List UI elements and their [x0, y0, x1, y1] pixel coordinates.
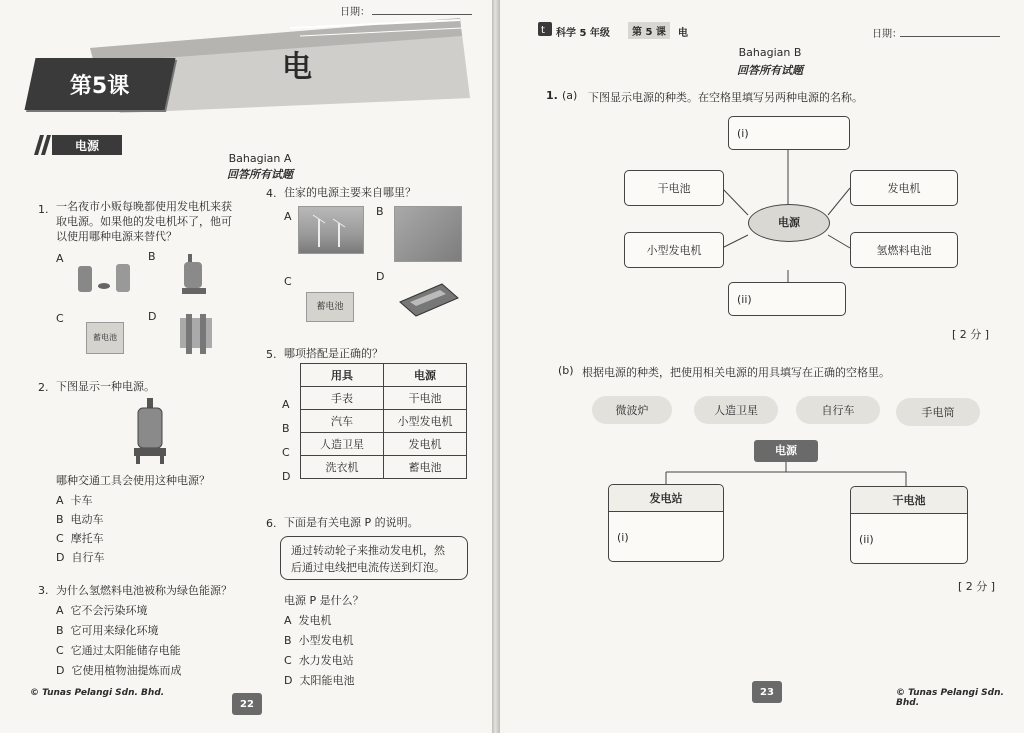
q5-text: 哪项搭配是正确的？ [284, 347, 383, 360]
branch-label-i: (i) [617, 531, 629, 544]
q6-desc-1: 通过转动轮子来推动发电机，然 [291, 544, 445, 557]
node-hydrogen-cell: 氢燃料电池 [850, 232, 958, 268]
q4-number: 4. [266, 187, 277, 200]
table-row [301, 410, 467, 433]
q2-number: 2. [38, 381, 49, 394]
q1b-text: 根据电源的种类，把使用相关电源的用具填写在正确的空格里。 [582, 366, 890, 379]
item-bicycle: 自行车 [796, 396, 880, 424]
table-row [301, 456, 467, 479]
q1-option-d[interactable]: D [148, 310, 157, 323]
q5-header-tool: 用具 [301, 364, 384, 387]
branch-power-station[interactable] [608, 484, 724, 562]
q5-cell-tool: 人造卫星 [301, 433, 384, 456]
node-dry-cell: 干电池 [624, 170, 724, 206]
answer-label-i: (i) [737, 126, 749, 140]
right-page [500, 0, 1024, 733]
q5-cell-source: 小型发电机 [384, 410, 467, 433]
q3-option-d[interactable]: D 它使用植物油提炼而成 [56, 664, 182, 677]
q3-option-b[interactable]: B 它可用来绿化环境 [56, 624, 159, 637]
dynamo-diagram-icon [130, 398, 170, 466]
q5-cell-tool: 手表 [301, 387, 384, 410]
q5-number: 5. [266, 348, 277, 361]
marks-a: [ 2 分 ] [952, 328, 990, 341]
q5-cell-tool: 洗衣机 [301, 456, 384, 479]
branch-dry-cell[interactable] [850, 486, 968, 564]
copyright-right: © Tunas Pelangi Sdn. Bhd. [896, 688, 1004, 708]
header-lesson: 第 5 课 [628, 22, 670, 39]
center-node: 电源 [748, 204, 830, 242]
part-instruction: 回答所有试题 [227, 168, 293, 181]
q5-cell-source: 干电池 [384, 387, 467, 410]
table-row [301, 387, 467, 410]
q3-option-c[interactable]: C 它通过太阳能储存电能 [56, 644, 181, 657]
page-title: 电 [282, 50, 312, 85]
q2-option-b[interactable]: B 电动车 [56, 513, 104, 526]
q1-text-1: 一名夜市小贩每晚都使用发电机来获 [56, 200, 232, 213]
q5-label-b[interactable]: B [282, 422, 290, 435]
q4-text: 住家的电源主要来自哪里？ [284, 186, 416, 199]
wind-farm-image [298, 206, 364, 254]
battery-image: 蓄电池 [86, 322, 124, 354]
generator-icon [176, 314, 216, 356]
q6-option-a[interactable]: A 发电机 [284, 614, 332, 627]
q5-header-source: 电源 [384, 364, 467, 387]
q3-number: 3. [38, 584, 49, 597]
dry-cell-icon [76, 262, 136, 294]
solar-calculator-icon [396, 282, 460, 318]
answer-label-ii: (ii) [737, 292, 752, 306]
power-station-image [394, 206, 462, 262]
header-subject: 科学 5 年级 [556, 28, 610, 39]
part-title: Bahagian A [228, 152, 292, 165]
q5-cell-tool: 汽车 [301, 410, 384, 433]
section-stripes-icon [34, 135, 52, 155]
wind-turbine-icon [299, 207, 363, 253]
q4-option-c[interactable]: C [284, 275, 292, 288]
battery-image-2: 蓄电池 [306, 292, 354, 322]
page-number: 22 [232, 693, 262, 715]
header-topic: 电 [678, 28, 688, 39]
tree-lines [500, 0, 1024, 500]
q1-option-c[interactable]: C [56, 312, 64, 325]
part-b-title: Bahagian B [738, 46, 802, 59]
q1b-label: (b) [558, 364, 574, 377]
copyright: © Tunas Pelangi Sdn. Bhd. [30, 688, 165, 698]
q5-cell-source: 蓄电池 [384, 456, 467, 479]
item-flashlight: 手电筒 [896, 398, 980, 426]
q6-option-b[interactable]: B 小型发电机 [284, 634, 354, 647]
q3-text: 为什么氢燃料电池被称为绿色能源？ [56, 584, 232, 597]
q4-option-d[interactable]: D [376, 270, 385, 283]
q1-number-b: 1. [546, 89, 558, 102]
date-label: 日期： [340, 7, 370, 18]
q5-table [300, 363, 467, 479]
q6-text: 下面是有关电源 P 的说明。 [284, 516, 419, 529]
part-b-instruction: 回答所有试题 [737, 64, 803, 77]
q3-option-a[interactable]: A 它不会污染环境 [56, 604, 148, 617]
q5-label-c[interactable]: C [282, 446, 290, 459]
q2-option-d[interactable]: D 自行车 [56, 551, 105, 564]
page-number-right: 23 [752, 681, 782, 703]
q1-number: 1. [38, 203, 49, 216]
branch-label-ii: (ii) [859, 533, 874, 546]
node-small-generator: 小型发电机 [624, 232, 724, 268]
q5-label-d[interactable]: D [282, 470, 291, 483]
q6-desc-2: 后通过电线把电流传送到灯泡。 [291, 561, 445, 574]
q2-question: 哪种交通工具会使用这种电源？ [56, 474, 210, 487]
dynamo-icon [180, 254, 208, 298]
q6-description-box [280, 536, 468, 580]
section-tag: 电源 [52, 135, 122, 155]
book-spine [492, 0, 500, 733]
tree-root: 电源 [754, 440, 818, 462]
q1-text-2: 取电源。如果他的发电机坏了，他可 [56, 215, 232, 228]
q5-label-a[interactable]: A [282, 398, 290, 411]
svg-text:t: t [541, 25, 545, 36]
date-label-right: 日期： [872, 29, 902, 40]
q2-text: 下图显示一种电源。 [56, 380, 155, 393]
item-satellite: 人造卫星 [694, 396, 778, 424]
q4-option-b[interactable]: B [376, 205, 384, 218]
q1-text-3: 以使用哪种电源来替代？ [56, 230, 177, 243]
node-generator: 发电机 [850, 170, 958, 206]
q6-option-c[interactable]: C 水力发电站 [284, 654, 354, 667]
q1-option-b[interactable]: B [148, 250, 156, 263]
branch-head-station: 发电站 [609, 485, 723, 512]
q2-option-c[interactable]: C 摩托车 [56, 532, 104, 545]
table-row [301, 433, 467, 456]
q5-cell-source: 发电机 [384, 433, 467, 456]
item-microwave: 微波炉 [592, 396, 672, 424]
q6-option-d[interactable]: D 太阳能电池 [284, 674, 355, 687]
date-field[interactable] [372, 14, 472, 15]
q6-number: 6. [266, 517, 277, 530]
q1a-text: 下图显示电源的种类。在空格里填写另两种电源的名称。 [588, 91, 863, 104]
left-page [0, 0, 492, 733]
q4-option-a[interactable]: A [284, 210, 292, 223]
marks-b: [ 2 分 ] [958, 580, 996, 593]
q6-question: 电源 P 是什么？ [284, 594, 364, 607]
branch-head-dry-cell: 干电池 [851, 487, 967, 514]
q2-option-a[interactable]: A 卡车 [56, 494, 93, 507]
lesson-tag: 第5课 [24, 58, 175, 110]
q1a-label: (a) [562, 89, 578, 102]
q1-option-a[interactable]: A [56, 252, 64, 265]
